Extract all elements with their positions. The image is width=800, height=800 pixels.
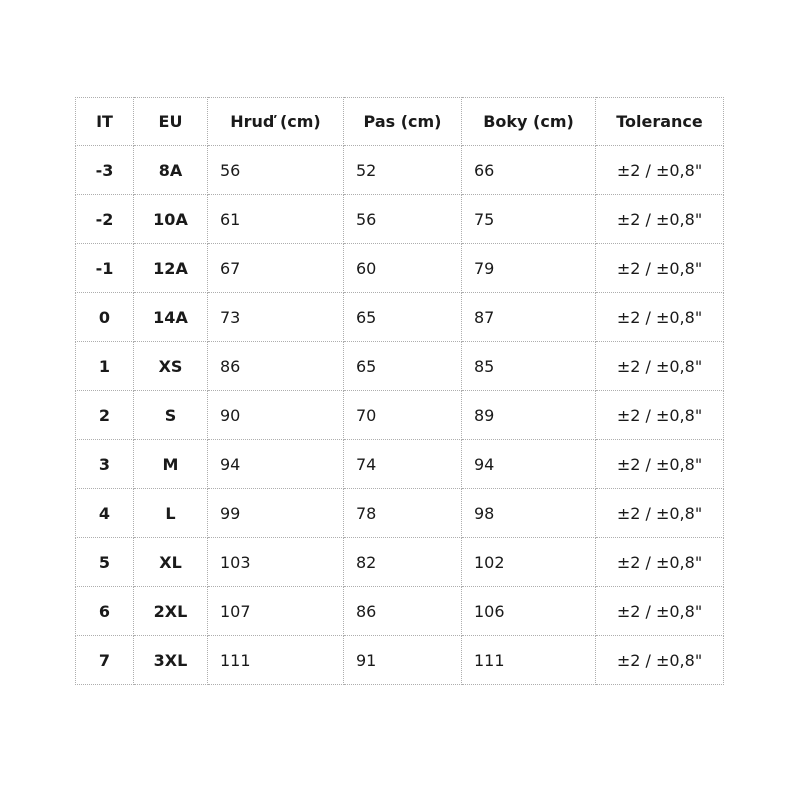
table-cell: M bbox=[134, 440, 208, 489]
table-cell: 78 bbox=[344, 489, 462, 538]
table-cell: ±2 / ±0,8" bbox=[596, 489, 724, 538]
table-row bbox=[76, 391, 724, 440]
table-cell: 2 bbox=[76, 391, 134, 440]
table-row bbox=[76, 636, 724, 685]
table-cell: ±2 / ±0,8" bbox=[596, 636, 724, 685]
table-cell: 79 bbox=[462, 244, 596, 293]
table-cell: 14A bbox=[134, 293, 208, 342]
table-cell: 61 bbox=[208, 195, 344, 244]
table-cell: 73 bbox=[208, 293, 344, 342]
table-cell: 60 bbox=[344, 244, 462, 293]
table-cell: 86 bbox=[208, 342, 344, 391]
table-cell: 75 bbox=[462, 195, 596, 244]
table-cell: S bbox=[134, 391, 208, 440]
table-cell: 2XL bbox=[134, 587, 208, 636]
table-cell: ±2 / ±0,8" bbox=[596, 342, 724, 391]
table-row bbox=[76, 538, 724, 587]
table-row bbox=[76, 195, 724, 244]
size-table bbox=[75, 97, 724, 685]
table-cell: 5 bbox=[76, 538, 134, 587]
table-cell: 0 bbox=[76, 293, 134, 342]
table-row bbox=[76, 587, 724, 636]
table-cell: XL bbox=[134, 538, 208, 587]
table-cell: ±2 / ±0,8" bbox=[596, 440, 724, 489]
table-cell: 106 bbox=[462, 587, 596, 636]
table-cell: 1 bbox=[76, 342, 134, 391]
table-cell: 89 bbox=[462, 391, 596, 440]
table-cell: 99 bbox=[208, 489, 344, 538]
table-cell: ±2 / ±0,8" bbox=[596, 244, 724, 293]
table-header-row bbox=[76, 98, 724, 146]
table-cell: 70 bbox=[344, 391, 462, 440]
table-cell: 82 bbox=[344, 538, 462, 587]
table-row bbox=[76, 146, 724, 195]
table-cell: 90 bbox=[208, 391, 344, 440]
table-cell: 86 bbox=[344, 587, 462, 636]
table-row bbox=[76, 342, 724, 391]
table-cell: ±2 / ±0,8" bbox=[596, 146, 724, 195]
col-header-it: IT bbox=[76, 98, 134, 146]
table-cell: 12A bbox=[134, 244, 208, 293]
table-row bbox=[76, 489, 724, 538]
table-cell: 103 bbox=[208, 538, 344, 587]
table-cell: 8A bbox=[134, 146, 208, 195]
table-cell: 87 bbox=[462, 293, 596, 342]
table-cell: ±2 / ±0,8" bbox=[596, 587, 724, 636]
table-cell: 56 bbox=[344, 195, 462, 244]
col-header-chest: Hruď (cm) bbox=[208, 98, 344, 146]
table-cell: 3 bbox=[76, 440, 134, 489]
table-cell: 67 bbox=[208, 244, 344, 293]
col-header-hips: Boky (cm) bbox=[462, 98, 596, 146]
table-cell: 65 bbox=[344, 293, 462, 342]
table-row bbox=[76, 244, 724, 293]
table-cell: 56 bbox=[208, 146, 344, 195]
table-cell: 52 bbox=[344, 146, 462, 195]
table-row bbox=[76, 293, 724, 342]
table-cell: ±2 / ±0,8" bbox=[596, 391, 724, 440]
table-cell: 66 bbox=[462, 146, 596, 195]
table-cell: 85 bbox=[462, 342, 596, 391]
table-cell: 111 bbox=[462, 636, 596, 685]
table-cell: 94 bbox=[462, 440, 596, 489]
table-cell: 6 bbox=[76, 587, 134, 636]
table-cell: 65 bbox=[344, 342, 462, 391]
table-cell: -3 bbox=[76, 146, 134, 195]
col-header-waist: Pas (cm) bbox=[344, 98, 462, 146]
table-cell: -1 bbox=[76, 244, 134, 293]
table-cell: 74 bbox=[344, 440, 462, 489]
table-cell: 3XL bbox=[134, 636, 208, 685]
table-cell: 107 bbox=[208, 587, 344, 636]
table-cell: ±2 / ±0,8" bbox=[596, 195, 724, 244]
table-cell: 98 bbox=[462, 489, 596, 538]
table-cell: 111 bbox=[208, 636, 344, 685]
col-header-eu: EU bbox=[134, 98, 208, 146]
table-cell: 102 bbox=[462, 538, 596, 587]
table-cell: L bbox=[134, 489, 208, 538]
table-cell: 94 bbox=[208, 440, 344, 489]
table-cell: XS bbox=[134, 342, 208, 391]
table-cell: ±2 / ±0,8" bbox=[596, 293, 724, 342]
col-header-tolerance: Tolerance bbox=[596, 98, 724, 146]
table-row bbox=[76, 440, 724, 489]
table-cell: 7 bbox=[76, 636, 134, 685]
table-cell: -2 bbox=[76, 195, 134, 244]
table-cell: 10A bbox=[134, 195, 208, 244]
table-cell: 91 bbox=[344, 636, 462, 685]
table-cell: 4 bbox=[76, 489, 134, 538]
table-cell: ±2 / ±0,8" bbox=[596, 538, 724, 587]
size-table-body bbox=[76, 146, 724, 685]
